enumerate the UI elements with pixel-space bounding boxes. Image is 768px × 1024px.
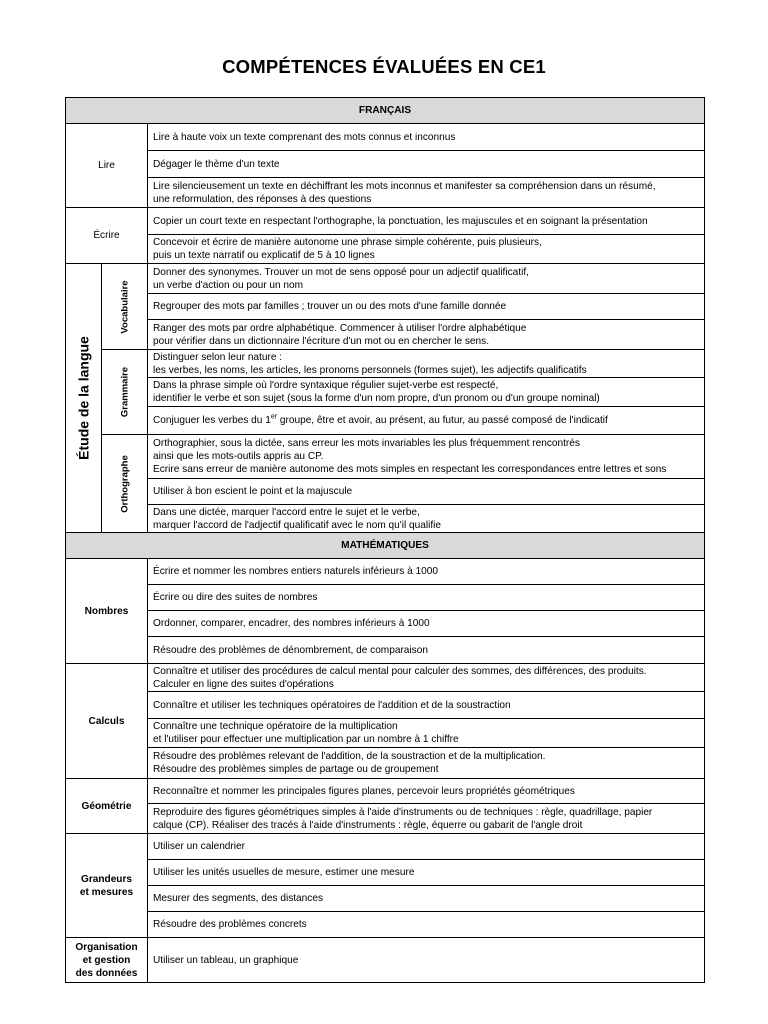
table-row xyxy=(66,912,705,938)
text-line: des données xyxy=(75,967,138,979)
text-line: identifier le verbe et son sujet (sous la forme d'un nom propre, d'un pronom ou d'un groupe nominal) xyxy=(153,393,600,404)
subcategory-grammaire xyxy=(102,350,148,435)
text-line: Grandeurs xyxy=(80,873,133,885)
text-line: une reformulation, des réponses à des questions xyxy=(153,193,372,205)
text-line: Calculer en ligne des suites d'opérations xyxy=(153,678,334,690)
table-row xyxy=(66,294,705,320)
text-line: Utiliser à bon escient le point et la majuscule xyxy=(153,486,353,497)
table-row xyxy=(66,886,705,912)
grammaire-label: Grammaire xyxy=(119,366,130,418)
text-line: Copier un court texte en respectant l'orthographe, la ponctuation, les majuscules et en soignant la présentation xyxy=(153,215,648,227)
competence-cell xyxy=(148,886,705,912)
competence-cell xyxy=(148,320,705,350)
competence-cell xyxy=(148,912,705,938)
table-row xyxy=(66,804,705,834)
text-line: Mesurer des segments, des distances xyxy=(153,893,323,904)
category-lire: Lire xyxy=(66,124,148,208)
category-calculs: Calculs xyxy=(66,664,148,779)
text-line: Reproduire des figures géométriques simples à l'aide d'instruments ou de techniques : règle, quadrillage, papier xyxy=(153,806,653,818)
text-line: Concevoir et écrire de manière autonome une phrase simple cohérente, puis plusieurs, xyxy=(153,237,542,248)
text-line: Utiliser un calendrier xyxy=(153,841,246,852)
competence-cell xyxy=(148,834,705,860)
table-row xyxy=(66,664,705,692)
table-row xyxy=(66,124,705,151)
competence-cell xyxy=(148,208,705,235)
table-row xyxy=(66,834,705,860)
text-line: et mesures xyxy=(79,886,134,898)
category-nombres: Nombres xyxy=(66,559,148,664)
competence-cell xyxy=(148,235,705,264)
competence-cell xyxy=(148,479,705,505)
competence-cell xyxy=(148,637,705,664)
competence-cell xyxy=(148,719,705,748)
category-grandeurs xyxy=(66,834,148,938)
text-line: Lire silencieusement un texte en déchiffrant les mots inconnus et manifester sa compréhension dans un résumé, xyxy=(153,180,656,192)
text-line: Ecrire sans erreur de manière autonome des mots simples en respectant les correspondances entre lettres et sons xyxy=(153,464,667,475)
text-line: marquer l'accord de l'adjectif qualificatif avec le nom qu'il qualifie xyxy=(153,519,441,531)
competence-cell xyxy=(148,378,705,407)
text-line: Organisation xyxy=(75,941,138,953)
text-line: les verbes, les noms, les articles, les pronoms personnels (formes sujet), les adjectifs qualificatifs xyxy=(153,364,587,376)
table-row xyxy=(66,350,705,378)
competence-cell xyxy=(148,664,705,692)
section-header-maths xyxy=(66,533,705,559)
table-row xyxy=(66,235,705,264)
text-line: Donner des synonymes. Trouver un mot de sens opposé pour un adjectif qualificatif, xyxy=(153,266,529,278)
text-line: Écrire ou dire des suites de nombres xyxy=(153,592,318,603)
competence-cell xyxy=(148,559,705,585)
competences-table xyxy=(65,97,705,983)
conjuguer-before: Conjuguer les verbes du 1 xyxy=(153,415,271,426)
competence-cell xyxy=(148,350,705,378)
subcategory-vocabulaire xyxy=(102,264,148,350)
text-line: et gestion xyxy=(82,954,131,966)
category-organisation xyxy=(66,938,148,983)
maths-header: MATHÉMATIQUES xyxy=(66,533,705,559)
table-row xyxy=(66,779,705,804)
text-line: puis un texte narratif ou explicatif de 5 à 10 lignes xyxy=(153,250,375,261)
competence-cell xyxy=(148,938,705,983)
etude-langue-label: Étude de la langue xyxy=(75,336,91,460)
text-line: ainsi que les mots-outils appris au CP. xyxy=(153,451,324,462)
table-row xyxy=(66,320,705,350)
category-ecrire: Écrire xyxy=(66,208,148,264)
text-line: Reconnaître et nommer les principales figures planes, percevoir leurs propriétés géométriques xyxy=(153,785,575,797)
text-line: Résoudre des problèmes concrets xyxy=(153,919,307,930)
competence-cell xyxy=(148,264,705,294)
competence-cell xyxy=(148,692,705,719)
text-line: Utiliser les unités usuelles de mesure, estimer une mesure xyxy=(153,867,415,878)
competence-cell xyxy=(148,178,705,208)
competence-cell xyxy=(148,124,705,151)
subcategory-orthographe xyxy=(102,435,148,533)
vocabulaire-label: Vocabulaire xyxy=(119,279,130,334)
competence-cell xyxy=(148,748,705,779)
text-line: et l'utiliser pour effectuer une multiplication par un nombre à 1 chiffre xyxy=(153,734,459,745)
table-row xyxy=(66,264,705,294)
competence-cell xyxy=(148,294,705,320)
section-header-francais xyxy=(66,98,705,124)
text-line: Orthographier, sous la dictée, sans erreur les mots invariables les plus fréquemment rencontrés xyxy=(153,438,580,449)
competence-cell xyxy=(148,779,705,804)
competence-cell-conjuguer xyxy=(148,407,705,435)
text-line: Connaître une technique opératoire de la multiplication xyxy=(153,721,398,732)
table-row xyxy=(66,585,705,611)
table-row xyxy=(66,479,705,505)
text-line: Résoudre des problèmes simples de partage ou de groupement xyxy=(153,764,439,775)
text-line: Connaître et utiliser des procédures de calcul mental pour calculer des sommes, des différences, des produits. xyxy=(153,665,647,677)
page-title: COMPÉTENCES ÉVALUÉES EN CE1 xyxy=(222,56,546,77)
table-row xyxy=(66,637,705,664)
competence-cell xyxy=(148,435,705,479)
table-row xyxy=(66,407,705,435)
category-geometrie: Géométrie xyxy=(66,779,148,834)
text-line: Lire à haute voix un texte comprenant des mots connus et inconnus xyxy=(153,131,456,143)
table-row xyxy=(66,692,705,719)
conjuguer-sup: er xyxy=(270,413,278,421)
competence-cell xyxy=(148,585,705,611)
text-line: Ranger des mots par ordre alphabétique. Commencer à utiliser l'ordre alphabétique xyxy=(153,322,527,334)
text-line: Distinguer selon leur nature : xyxy=(153,351,283,363)
orthographe-label: Orthographe xyxy=(119,454,130,513)
text-line: Écrire et nommer les nombres entiers naturels inférieurs à 1000 xyxy=(153,566,438,577)
table-row xyxy=(66,748,705,779)
text-line: Dégager le thème d'un texte xyxy=(153,158,280,170)
table-row xyxy=(66,611,705,637)
text-line: pour vérifier dans un dictionnaire l'écriture d'un mot ou en chercher le sens. xyxy=(153,335,490,347)
table-row xyxy=(66,208,705,235)
text-line: Ordonner, comparer, encadrer, des nombres inférieurs à 1000 xyxy=(153,618,430,629)
table-row xyxy=(66,151,705,178)
text-line: Dans la phrase simple où l'ordre syntaxique régulier sujet-verbe est respecté, xyxy=(153,380,499,391)
table-row xyxy=(66,938,705,983)
text-line: Utiliser un tableau, un graphique xyxy=(153,954,299,966)
competence-cell xyxy=(148,611,705,637)
table-row xyxy=(66,378,705,407)
conjuguer-after: groupe, être et avoir, au présent, au futur, au passé composé de l'indicatif xyxy=(277,415,608,426)
competence-cell xyxy=(148,151,705,178)
table-row xyxy=(66,860,705,886)
text-line: Connaître et utiliser les techniques opératoires de l'addition et de la soustraction xyxy=(153,699,511,711)
text-line: un verbe d'action ou pour un nom xyxy=(153,279,304,291)
text-line: Regrouper des mots par familles ; trouver un ou des mots d'une famille donnée xyxy=(153,301,507,312)
table-row xyxy=(66,559,705,585)
table-row xyxy=(66,178,705,208)
text-line: calque (CP). Réaliser des tracés à l'aide d'instruments : règle, équerre ou gabarit de l'angle droit xyxy=(153,819,583,831)
competence-cell xyxy=(148,860,705,886)
table-row xyxy=(66,719,705,748)
category-etude-langue xyxy=(66,264,102,533)
table-row xyxy=(66,505,705,533)
text-line: Dans une dictée, marquer l'accord entre le sujet et le verbe, xyxy=(153,506,420,518)
table-row xyxy=(66,435,705,479)
text-line: Résoudre des problèmes relevant de l'addition, de la soustraction et de la multiplication. xyxy=(153,751,546,762)
text-line: Résoudre des problèmes de dénombrement, de comparaison xyxy=(153,644,428,656)
francais-header: FRANÇAIS xyxy=(66,98,705,124)
competence-cell xyxy=(148,804,705,834)
competence-cell xyxy=(148,505,705,533)
